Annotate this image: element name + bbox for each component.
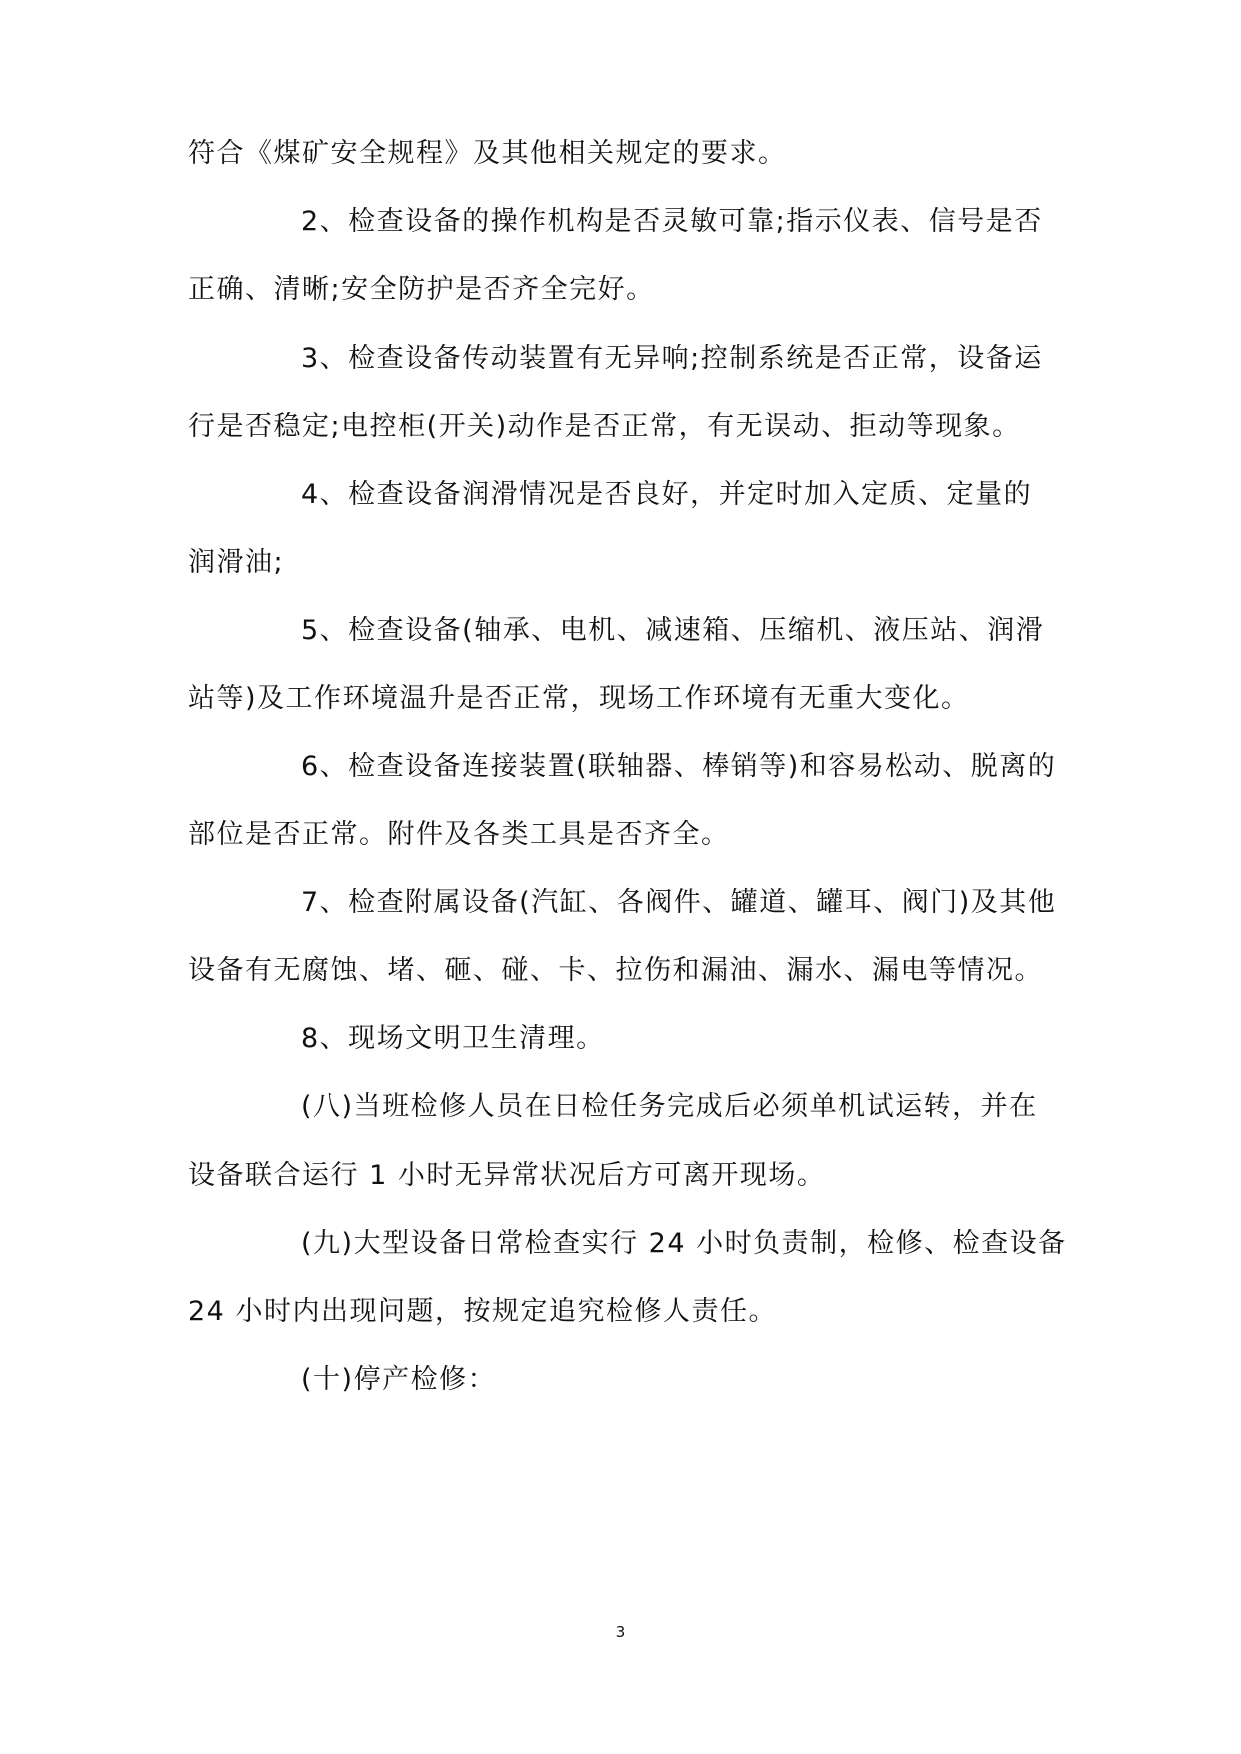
text-line: 设备有无腐蚀、堵、砸、碰、卡、拉伤和漏油、漏水、漏电等情况。 <box>188 955 1043 986</box>
text-line: 符合《煤矿安全规程》及其他相关规定的要求。 <box>188 138 787 169</box>
text-line: 8、现场文明卫生清理。 <box>301 1023 605 1054</box>
text-line: 设备联合运行 1 小时无异常状况后方可离开现场。 <box>188 1160 826 1191</box>
text-line: (八)当班检修人员在日检任务完成后必须单机试运转，并在 <box>301 1091 1038 1122</box>
text-line: 3、检查设备传动装置有无异响;控制系统是否正常，设备运 <box>301 343 1043 374</box>
text-line: (十)停产检修： <box>301 1364 497 1395</box>
text-line: 6、检查设备连接装置(联轴器、棒销等)和容易松动、脱离的 <box>301 751 1057 782</box>
text-line: 行是否稳定;电控柜(开关)动作是否正常，有无误动、拒动等现象。 <box>188 411 1021 442</box>
text-line: 润滑油; <box>188 547 285 578</box>
text-line: 5、检查设备(轴承、电机、减速箱、压缩机、液压站、润滑 <box>301 615 1045 646</box>
text-line: 部位是否正常。附件及各类工具是否齐全。 <box>188 819 730 850</box>
text-line: 7、检查附属设备(汽缸、各阀件、罐道、罐耳、阀门)及其他 <box>301 887 1057 918</box>
text-line: 站等)及工作环境温升是否正常，现场工作环境有无重大变化。 <box>188 683 970 714</box>
text-line: 2、检查设备的操作机构是否灵敏可靠;指示仪表、信号是否 <box>301 206 1043 237</box>
page-number: 3 <box>615 1623 626 1641</box>
text-line: 4、检查设备润滑情况是否良好，并定时加入定质、定量的 <box>301 479 1033 510</box>
text-line: 24 小时内出现问题，按规定追究检修人责任。 <box>188 1296 777 1327</box>
text-line: (九)大型设备日常检查实行 24 小时负责制，检修、检查设备 <box>301 1228 1067 1259</box>
text-line: 正确、清晰;安全防护是否齐全完好。 <box>188 274 655 305</box>
